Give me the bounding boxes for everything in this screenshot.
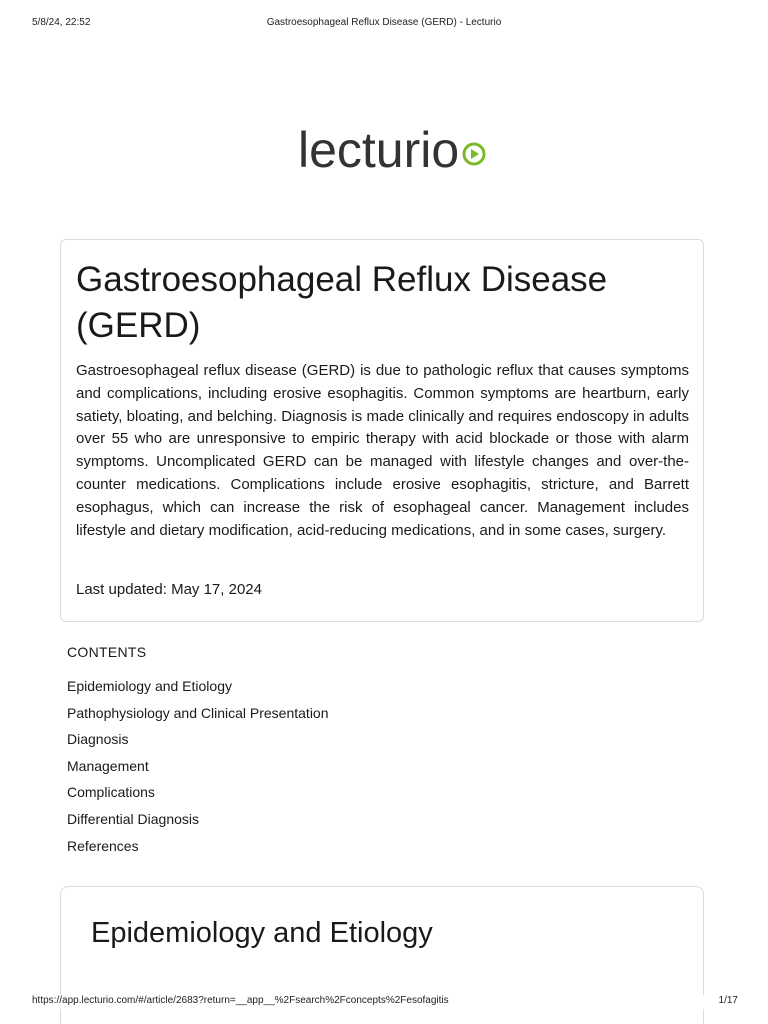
play-icon <box>464 144 484 164</box>
contents-heading: CONTENTS <box>67 644 147 660</box>
article-title: Gastroesophageal Reflux Disease (GERD) <box>76 260 608 345</box>
lecturio-logo-mark <box>298 124 490 174</box>
toc-link-complications[interactable]: Complications <box>67 784 155 801</box>
print-page-number: 1/17 <box>718 995 738 1006</box>
lecturio-logo[interactable] <box>298 124 490 174</box>
toc-link-pathophysiology[interactable]: Pathophysiology and Clinical Presentation <box>67 704 329 721</box>
article-summary: Gastroesophageal reflux disease (GERD) is due to pathologic reflux that causes symptoms and complications, including erosive esophagitis. Common symptoms are heartburn, early satiety, bloating, and belching. Diagnosis is made clinically and requires endoscopy in adults over 55 who are unresponsive to empiric therapy with acid blockade or those with alarm symptoms. Uncomplicated GERD can be managed with lifestyle changes and over-the-counter medications. Complications include erosive esophagitis, stricture, and Barrett esophagus, which can increase the risk of esophageal cancer. Management includes lifestyle and dietary modification, acid-reducing medications, and in some cases, surgery. <box>76 362 689 539</box>
print-header <box>32 17 736 31</box>
print-date: 5/8/24, 22:52 <box>32 17 91 28</box>
toc-link-management[interactable]: Management <box>67 757 149 774</box>
section-title: Epidemiology and Etiology <box>91 917 433 949</box>
last-updated: Last updated: May 17, 2024 <box>76 581 262 598</box>
toc-link-diagnosis[interactable]: Diagnosis <box>67 731 129 748</box>
print-url: https://app.lecturio.com/#/article/2683?return=__app__%2Fsearch%2Fconcepts%2Fesofagitis <box>32 995 449 1006</box>
print-page-title: Gastroesophageal Reflux Disease (GERD) - Lecturio <box>266 17 502 28</box>
table-of-contents <box>67 643 329 863</box>
contents-list <box>67 677 329 863</box>
toc-link-references[interactable]: References <box>67 837 139 854</box>
toc-link-differential-diagnosis[interactable]: Differential Diagnosis <box>67 810 200 827</box>
logo-wordmark: lecturio <box>298 124 460 174</box>
article-summary-card <box>60 239 704 622</box>
toc-link-epidemiology[interactable]: Epidemiology and Etiology <box>67 678 232 694</box>
print-footer <box>32 995 738 1009</box>
